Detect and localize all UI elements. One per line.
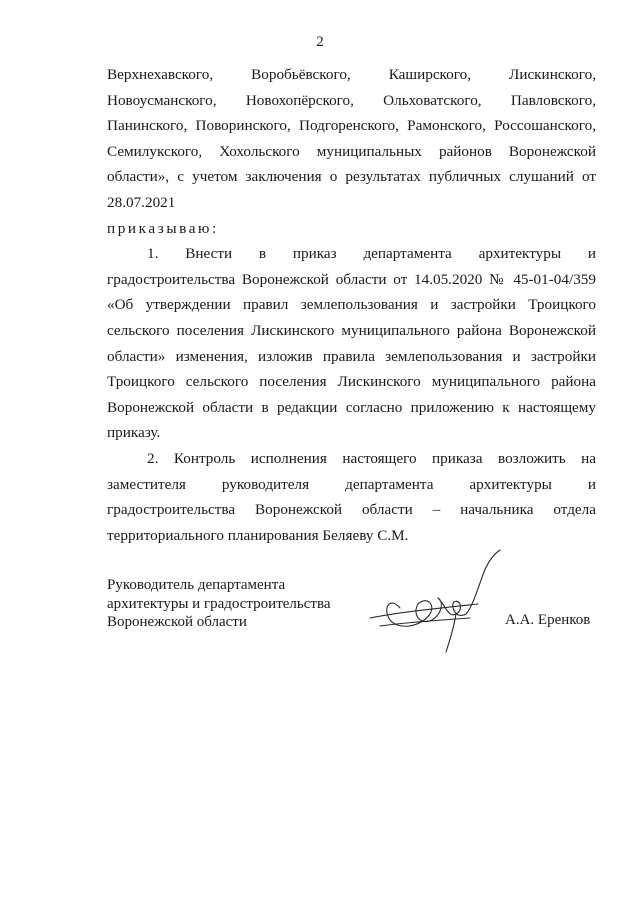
item-1-line: области» изменения, изложив правила землепользования и застройки [107, 347, 596, 365]
item-1-line: Троицкого сельского поселения Лискинского муниципального района [107, 373, 596, 391]
paragraph-line: 28.07.2021 [107, 193, 176, 211]
item-2-line: территориального планирования Беляеву С.М. [107, 526, 409, 544]
document-body [107, 62, 596, 548]
paragraph-line: области», с учетом заключения о результатах публичных слушаний от [107, 168, 596, 186]
signatory-position [107, 576, 330, 632]
paragraph-line: Верхнехавского, Воробьёвского, Каширского, Лискинского, [107, 66, 596, 83]
item-1-line: градостроительства Воронежской области от 14.05.2020 № 45-01-04/359 [107, 270, 596, 288]
item-1-line: 1. Внести в приказ департамента архитектуры и [147, 245, 596, 263]
handwritten-signature [360, 548, 510, 658]
item-1-line: приказу. [107, 424, 161, 442]
paragraph-line: Семилукского, Хохольского муниципальных районов Воронежской [107, 142, 596, 160]
position-line: архитектуры и градостроительства [107, 595, 331, 612]
signer-name: А.А. Еренков [505, 612, 591, 628]
item-2-line: 2. Контроль исполнения настоящего приказа возложить на [147, 449, 596, 467]
paragraph-line: Панинского, Поворинского, Подгоренского, Рамонского, Россошанского, [107, 117, 596, 135]
item-1-line: Воронежской области в редакции согласно приложению к настоящему [107, 398, 596, 416]
paragraph-line: Новоусманского, Новохопёрского, Ольховатского, Павловского, [107, 91, 596, 109]
item-2-line: заместителя руководителя департамента архитектуры и [107, 475, 596, 493]
page-number: 2 [316, 34, 324, 50]
position-line: Воронежской области [107, 614, 247, 630]
item-1-line: сельского поселения Лискинского муниципального района Воронежской [107, 321, 596, 339]
item-1-line: «Об утверждении правил землепользования и застройки Троицкого [107, 296, 596, 314]
order-word: приказываю: [107, 219, 219, 237]
item-2-line: градостроительства Воронежской области – начальника отдела [107, 501, 596, 519]
position-line: Руководитель департамента [107, 577, 286, 593]
